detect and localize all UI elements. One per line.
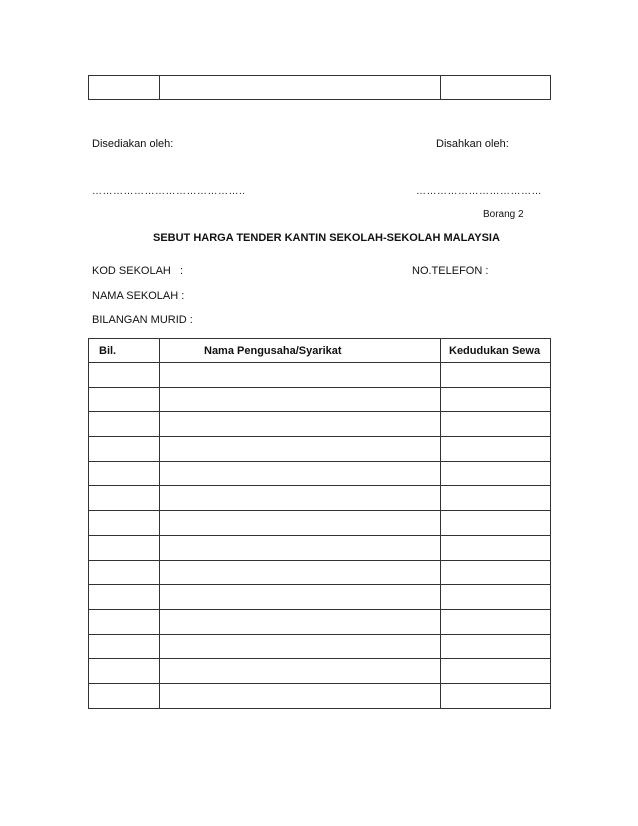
rent-cell — [441, 634, 551, 659]
table-row — [89, 461, 551, 486]
school-name-label: NAMA SEKOLAH : — [92, 290, 185, 302]
bil-cell — [89, 412, 160, 437]
bil-cell — [89, 560, 160, 585]
column-header-number: Bil. — [89, 339, 160, 363]
school-code-colon: : — [180, 265, 184, 277]
rent-cell — [441, 585, 551, 610]
student-count-label: BILANGAN MURID : — [92, 314, 193, 326]
name-cell — [160, 387, 441, 412]
table-row — [89, 634, 551, 659]
column-header-operator-name: Nama Pengusaha/Syarikat — [160, 339, 441, 363]
name-cell — [160, 412, 441, 437]
top-table — [88, 75, 551, 100]
table-row — [89, 585, 551, 610]
name-cell — [160, 437, 441, 462]
bid-table-header-row — [89, 339, 551, 363]
table-row — [89, 609, 551, 634]
form-code: Borang 2 — [483, 209, 524, 220]
table-row — [89, 511, 551, 536]
table-row — [89, 437, 551, 462]
name-cell — [160, 363, 441, 388]
name-cell — [160, 511, 441, 536]
prepared-by-signature-line: …………………………………….. — [92, 186, 246, 197]
rent-cell — [441, 363, 551, 388]
name-cell — [160, 634, 441, 659]
bil-cell — [89, 683, 160, 708]
approved-by-signature-line: ……………………………… — [416, 186, 542, 197]
name-cell — [160, 585, 441, 610]
bil-cell — [89, 535, 160, 560]
table-row — [89, 387, 551, 412]
name-cell — [160, 609, 441, 634]
prepared-by-label: Disediakan oleh: — [92, 138, 174, 150]
phone-label: NO.TELEFON : — [412, 265, 489, 277]
table-row — [89, 486, 551, 511]
rent-cell — [441, 535, 551, 560]
top-table-cell-1 — [89, 76, 160, 100]
bil-cell — [89, 511, 160, 536]
top-table-cell-3 — [441, 76, 551, 100]
name-cell — [160, 461, 441, 486]
name-cell — [160, 486, 441, 511]
document-title: SEBUT HARGA TENDER KANTIN SEKOLAH-SEKOLAH MALAYSIA — [153, 232, 500, 244]
name-cell — [160, 683, 441, 708]
bil-cell — [89, 486, 160, 511]
bil-cell — [89, 363, 160, 388]
rent-cell — [441, 609, 551, 634]
rent-cell — [441, 437, 551, 462]
bil-cell — [89, 659, 160, 684]
bil-cell — [89, 387, 160, 412]
rent-cell — [441, 387, 551, 412]
table-row — [89, 683, 551, 708]
approved-by-label: Disahkan oleh: — [436, 138, 509, 150]
bil-cell — [89, 634, 160, 659]
bil-cell — [89, 437, 160, 462]
column-header-rental-position: Kedudukan Sewa — [441, 339, 551, 363]
rent-cell — [441, 461, 551, 486]
rent-cell — [441, 560, 551, 585]
bil-cell — [89, 461, 160, 486]
bil-cell — [89, 585, 160, 610]
bil-cell — [89, 609, 160, 634]
table-row — [89, 535, 551, 560]
school-code-label: KOD SEKOLAH — [92, 265, 171, 277]
rent-cell — [441, 486, 551, 511]
rent-cell — [441, 412, 551, 437]
table-row — [89, 363, 551, 388]
top-table-cell-2 — [160, 76, 441, 100]
name-cell — [160, 535, 441, 560]
rent-cell — [441, 683, 551, 708]
rent-cell — [441, 659, 551, 684]
table-row — [89, 659, 551, 684]
rent-cell — [441, 511, 551, 536]
bid-table — [88, 338, 551, 709]
name-cell — [160, 659, 441, 684]
table-row — [89, 412, 551, 437]
name-cell — [160, 560, 441, 585]
table-row — [89, 560, 551, 585]
